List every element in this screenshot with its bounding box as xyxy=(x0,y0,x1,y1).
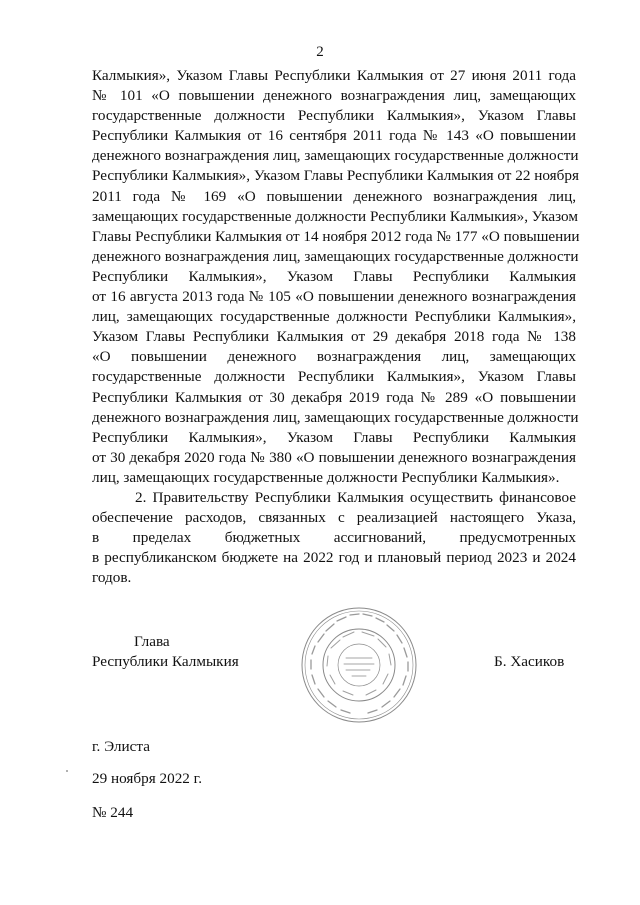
text-line: в республиканском бюджете на 2022 год и плановый период 2023 и 2024 xyxy=(92,549,576,567)
official-seal xyxy=(298,604,420,726)
text-line: Калмыкия», Указом Главы Республики Калмыкия от 27 июня 2011 года xyxy=(92,67,576,84)
text-line: годов. xyxy=(92,569,132,587)
signatory-name: Б. Хасиков xyxy=(494,653,565,670)
text-line: от 16 августа 2013 года № 105 «О повышении денежного вознаграждения xyxy=(92,288,576,306)
text-line: денежного вознаграждения лиц, замещающих государственные должности xyxy=(92,408,579,426)
paragraph-2-line: 2. Правительству Республики Калмыкия осуществить финансовое xyxy=(135,488,576,506)
document-body xyxy=(92,66,580,588)
text-line: лиц, замещающих государственные должности Республики Калмыкия», xyxy=(92,308,576,326)
text-line: государственные должности Республики Калмыкия», Указом Главы xyxy=(92,368,576,386)
text-line: Указом Главы Республики Калмыкия от 29 декабря 2018 года № 138 xyxy=(92,328,576,346)
scan-speck xyxy=(66,770,68,772)
signature-title-line2: Республики Калмыкия xyxy=(92,653,239,670)
text-line: в пределах бюджетных ассигнований, предусмотренных xyxy=(92,529,576,547)
text-line: денежного вознаграждения лиц, замещающих государственные должности xyxy=(92,247,579,265)
text-line: замещающих государственные должности Республики Калмыкия», Указом xyxy=(92,207,578,225)
text-line: «О повышении денежного вознаграждения лиц, замещающих xyxy=(92,348,576,366)
document-number: № 244 xyxy=(92,804,134,821)
page-number: 2 xyxy=(316,44,324,60)
text-line: от 30 декабря 2020 года № 380 «О повышении денежного вознаграждения xyxy=(92,448,576,466)
text-line: государственные должности Республики Калмыкия», Указом Главы xyxy=(92,107,576,125)
text-line: № 101 «О повышении денежного вознаграждения лиц, замещающих xyxy=(92,87,576,105)
text-line: Республики Калмыкия», Указом Главы Республики Калмыкия xyxy=(92,428,576,446)
text-line: Главы Республики Калмыкия от 14 ноября 2012 года № 177 «О повышении xyxy=(92,227,580,245)
signature-title-line1: Глава xyxy=(134,633,170,650)
text-line: денежного вознаграждения лиц, замещающих государственные должности xyxy=(92,147,579,165)
text-line: Республики Калмыкия», Указом Главы Республики Калмыкия от 22 ноября xyxy=(92,167,579,185)
text-line: Республики Калмыкия», Указом Главы Республики Калмыкия xyxy=(92,267,576,285)
text-line: обеспечение расходов, связанных с реализацией настоящего Указа, xyxy=(92,509,576,527)
text-line: лиц, замещающих государственные должности Республики Калмыкия». xyxy=(92,468,560,486)
text-line: Республики Калмыкия от 30 декабря 2019 года № 289 «О повышении xyxy=(92,388,576,406)
document-date: 29 ноября 2022 г. xyxy=(92,770,202,787)
document-city: г. Элиста xyxy=(92,738,150,755)
text-line: Республики Калмыкия от 16 сентября 2011 года № 143 «О повышении xyxy=(92,127,576,145)
text-line: 2011 года № 169 «О повышении денежного вознаграждения лиц, xyxy=(92,187,576,205)
